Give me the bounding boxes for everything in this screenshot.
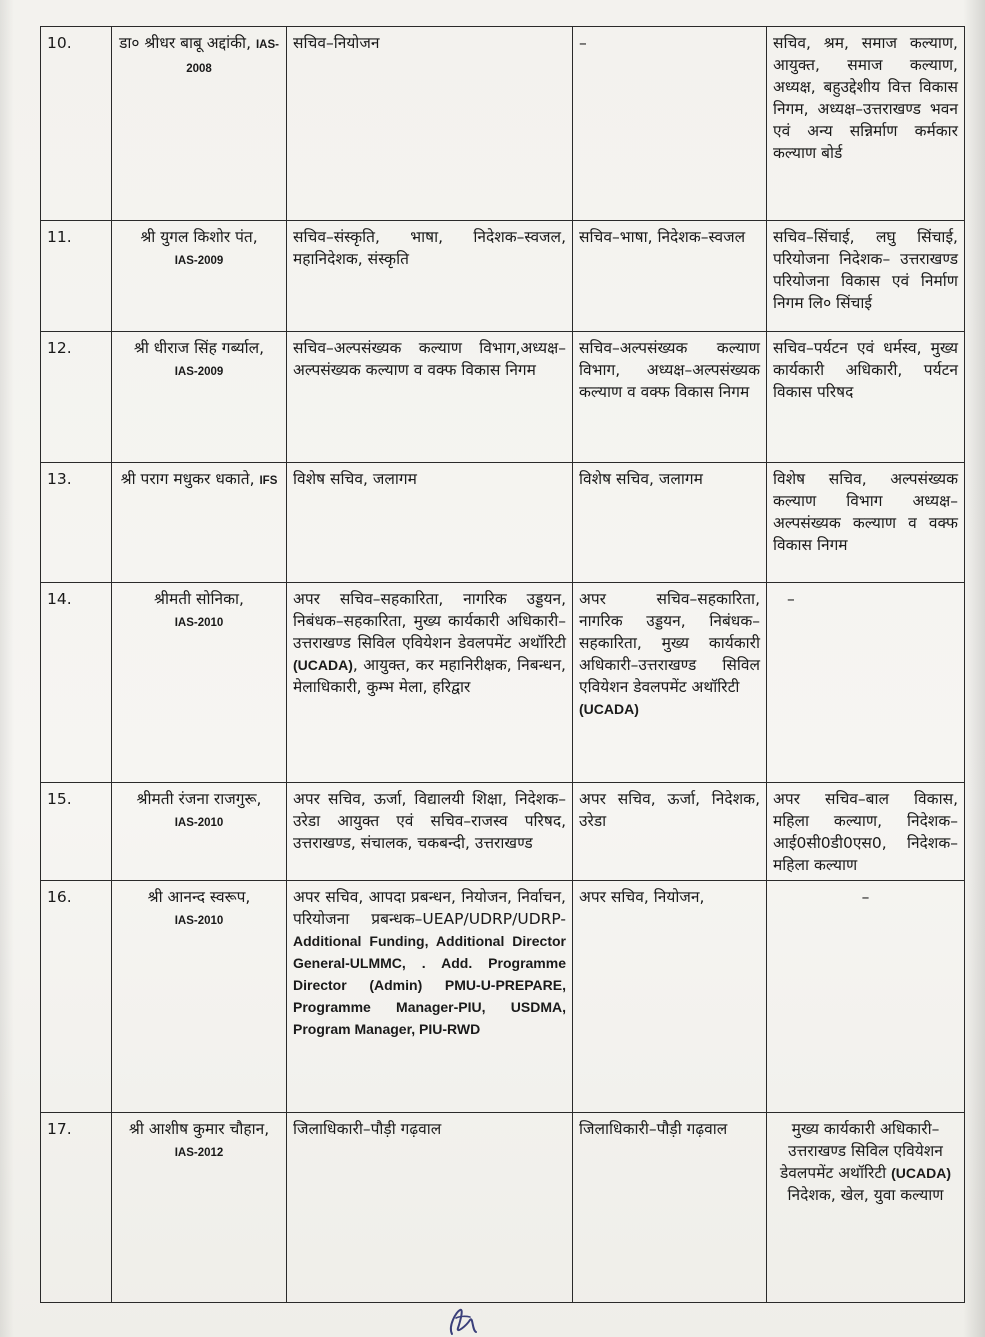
officer-name-cell — [112, 332, 287, 463]
table-row — [41, 881, 965, 1113]
new-posting: सचिव–पर्यटन एवं धर्मस्व, मुख्य कार्यकारी अधिकारी, पर्यटन विकास परिषद — [767, 332, 965, 463]
serial-number: 13. — [41, 463, 112, 583]
current-posting-english: Additional Funding, Additional Director General-ULMMC, . Add. Programme Director (Admin) PMU-U-PREPARE, Programme Manager-PIU, USDMA, Program Manager, PIU-RWD — [293, 933, 566, 1037]
officer-name: श्रीमती सोनिका, — [154, 590, 244, 608]
table-row — [41, 783, 965, 881]
current-posting: जिलाधिकारी–पौड़ी गढ़वाल — [287, 1113, 573, 1303]
cadre-year: IAS-2010 — [174, 617, 224, 629]
table-row — [41, 332, 965, 463]
officer-name: श्री आशीष कुमार चौहान, — [128, 1120, 270, 1138]
footer-scan-mark — [26, 1324, 28, 1333]
new-posting: अपर सचिव–बाल विकास, महिला कल्याण, निदेशक–आई0सी0डी0एस0, निदेशक–महिला कल्याण — [767, 783, 965, 881]
serial-number: 11. — [41, 221, 112, 332]
officer-name: श्री धीराज सिंह गर्ब्याल, — [133, 339, 265, 357]
retained-posting: विशेष सचिव, जलागम — [573, 463, 767, 583]
new-posting: विशेष सचिव, अल्पसंख्यक कल्याण विभाग अध्यक्ष–अल्पसंख्यक कल्याण व वक्फ विकास निगम — [767, 463, 965, 583]
officer-name: श्रीमती रंजना राजगुरू, — [136, 790, 262, 808]
new-posting: सचिव, श्रम, समाज कल्याण, आयुक्त, समाज कल्याण, अध्यक्ष, बहुउद्देशीय वित्त विकास निगम, अध्यक्ष–उत्तराखण्ड भवन एवं अन्य सन्निर्माण कर्मकार कल्याण बोर्ड — [767, 27, 965, 221]
serial-number: 17. — [41, 1113, 112, 1303]
retained-posting — [573, 583, 767, 783]
officer-name-cell — [112, 463, 287, 583]
officer-name-cell — [112, 881, 287, 1113]
retained-posting: जिलाधिकारी–पौड़ी गढ़वाल — [573, 1113, 767, 1303]
officer-name: श्री पराग मधुकर धकाते, — [120, 470, 255, 488]
officer-name-cell — [112, 583, 287, 783]
officer-transfer-table — [40, 26, 965, 1303]
new-posting-text: मुख्य कार्यकारी अधिकारी– उत्तराखण्ड सिविल एवियेशन डेवलपमेंट अथॉरिटी — [779, 1120, 943, 1182]
serial-number: 10. — [41, 27, 112, 221]
cadre-year: IAS-2010 — [174, 817, 224, 829]
current-posting — [287, 583, 573, 783]
cadre-year: IAS-2010 — [174, 915, 224, 927]
serial-number: 12. — [41, 332, 112, 463]
officer-name-cell — [112, 221, 287, 332]
ucada-code: (UCADA) — [579, 701, 639, 717]
cadre-year: IAS-2012 — [174, 1147, 224, 1159]
cadre-year: IFS — [259, 475, 278, 487]
retained-posting-text: अपर सचिव–सहकारिता, नागरिक उड्डयन, निबंधक–सहकारिता, मुख्य कार्यकारी अधिकारी–उत्तराखण्ड सिविल एवियेशन डेवलपमेंट अथॉरिटी — [579, 590, 760, 696]
page-shadow-left — [0, 0, 14, 1337]
table-row — [41, 27, 965, 221]
serial-number: 15. — [41, 783, 112, 881]
current-posting: सचिव–संस्कृति, भाषा, निदेशक–स्वजल, महानिदेशक, संस्कृति — [287, 221, 573, 332]
retained-posting: – — [573, 27, 767, 221]
current-posting — [287, 881, 573, 1113]
cadre-year: IAS-2008 — [186, 39, 279, 75]
current-posting: अपर सचिव, ऊर्जा, विद्यालयी शिक्षा, निदेशक–उरेडा आयुक्त एवं सचिव–राजस्व परिषद, उत्तराखण्ड, संचालक, चकबन्दी, उत्तराखण्ड — [287, 783, 573, 881]
current-posting: सचिव–अल्पसंख्यक कल्याण विभाग,अध्यक्ष–अल्पसंख्यक कल्याण व वक्फ विकास निगम — [287, 332, 573, 463]
new-posting: – — [767, 881, 965, 1113]
cadre-year: IAS-2009 — [174, 255, 224, 267]
retained-posting: सचिव–अल्पसंख्यक कल्याण विभाग, अध्यक्ष–अल्पसंख्यक कल्याण व वक्फ विकास निगम — [573, 332, 767, 463]
serial-number: 14. — [41, 583, 112, 783]
current-posting-text: अपर सचिव–सहकारिता, नागरिक उड्डयन, निबंधक–सहकारिता, मुख्य कार्यकारी अधिकारी– उत्तराखण्ड सिविल एवियेशन डेवलपमेंट अथॉरिटी — [293, 590, 566, 652]
officer-name-cell — [112, 27, 287, 221]
new-posting — [767, 583, 965, 783]
new-posting: सचिव–सिंचाई, लघु सिंचाई, परियोजना निदेशक– उत्तराखण्ड परियोजना विकास एवं निर्माण निगम लि० सिंचाई — [767, 221, 965, 332]
officer-name-cell — [112, 1113, 287, 1303]
table-row — [41, 221, 965, 332]
cadre-year: IAS-2009 — [174, 366, 224, 378]
new-posting — [767, 1113, 965, 1303]
current-posting-text: अपर सचिव, आपदा प्रबन्धन, नियोजन, निर्वाचन, परियोजना प्रबन्धक–UEAP/UDRP/UDRP- — [293, 888, 566, 928]
retained-posting: अपर सचिव, नियोजन, — [573, 881, 767, 1113]
page-shadow-right — [963, 0, 985, 1337]
retained-posting: सचिव–भाषा, निदेशक–स्वजल — [573, 221, 767, 332]
table-row — [41, 583, 965, 783]
ucada-code: (UCADA) — [891, 1165, 951, 1181]
table-row — [41, 1113, 965, 1303]
current-posting: सचिव–नियोजन — [287, 27, 573, 221]
empty-dash: – — [787, 590, 795, 608]
current-posting-text-continued: , आयुक्त, कर महानिरीक्षक, निबन्धन, मेलाधिकारी, कुम्भ मेला, हरिद्वार — [293, 656, 566, 696]
officer-name: डा० श्रीधर बाबू अद्दांकी, — [119, 34, 251, 52]
retained-posting: अपर सचिव, ऊर्जा, निदेशक, उरेडा — [573, 783, 767, 881]
current-posting: विशेष सचिव, जलागम — [287, 463, 573, 583]
new-posting-text-continued: निदेशक, खेल, युवा कल्याण — [787, 1186, 944, 1204]
table-row — [41, 463, 965, 583]
officer-name: श्री आनन्द स्वरूप, — [147, 888, 251, 906]
officer-name-cell — [112, 783, 287, 881]
officer-name: श्री युगल किशोर पंत, — [140, 228, 258, 246]
signature-mark — [430, 1296, 490, 1337]
serial-number: 16. — [41, 881, 112, 1113]
ucada-code: (UCADA) — [293, 657, 353, 673]
